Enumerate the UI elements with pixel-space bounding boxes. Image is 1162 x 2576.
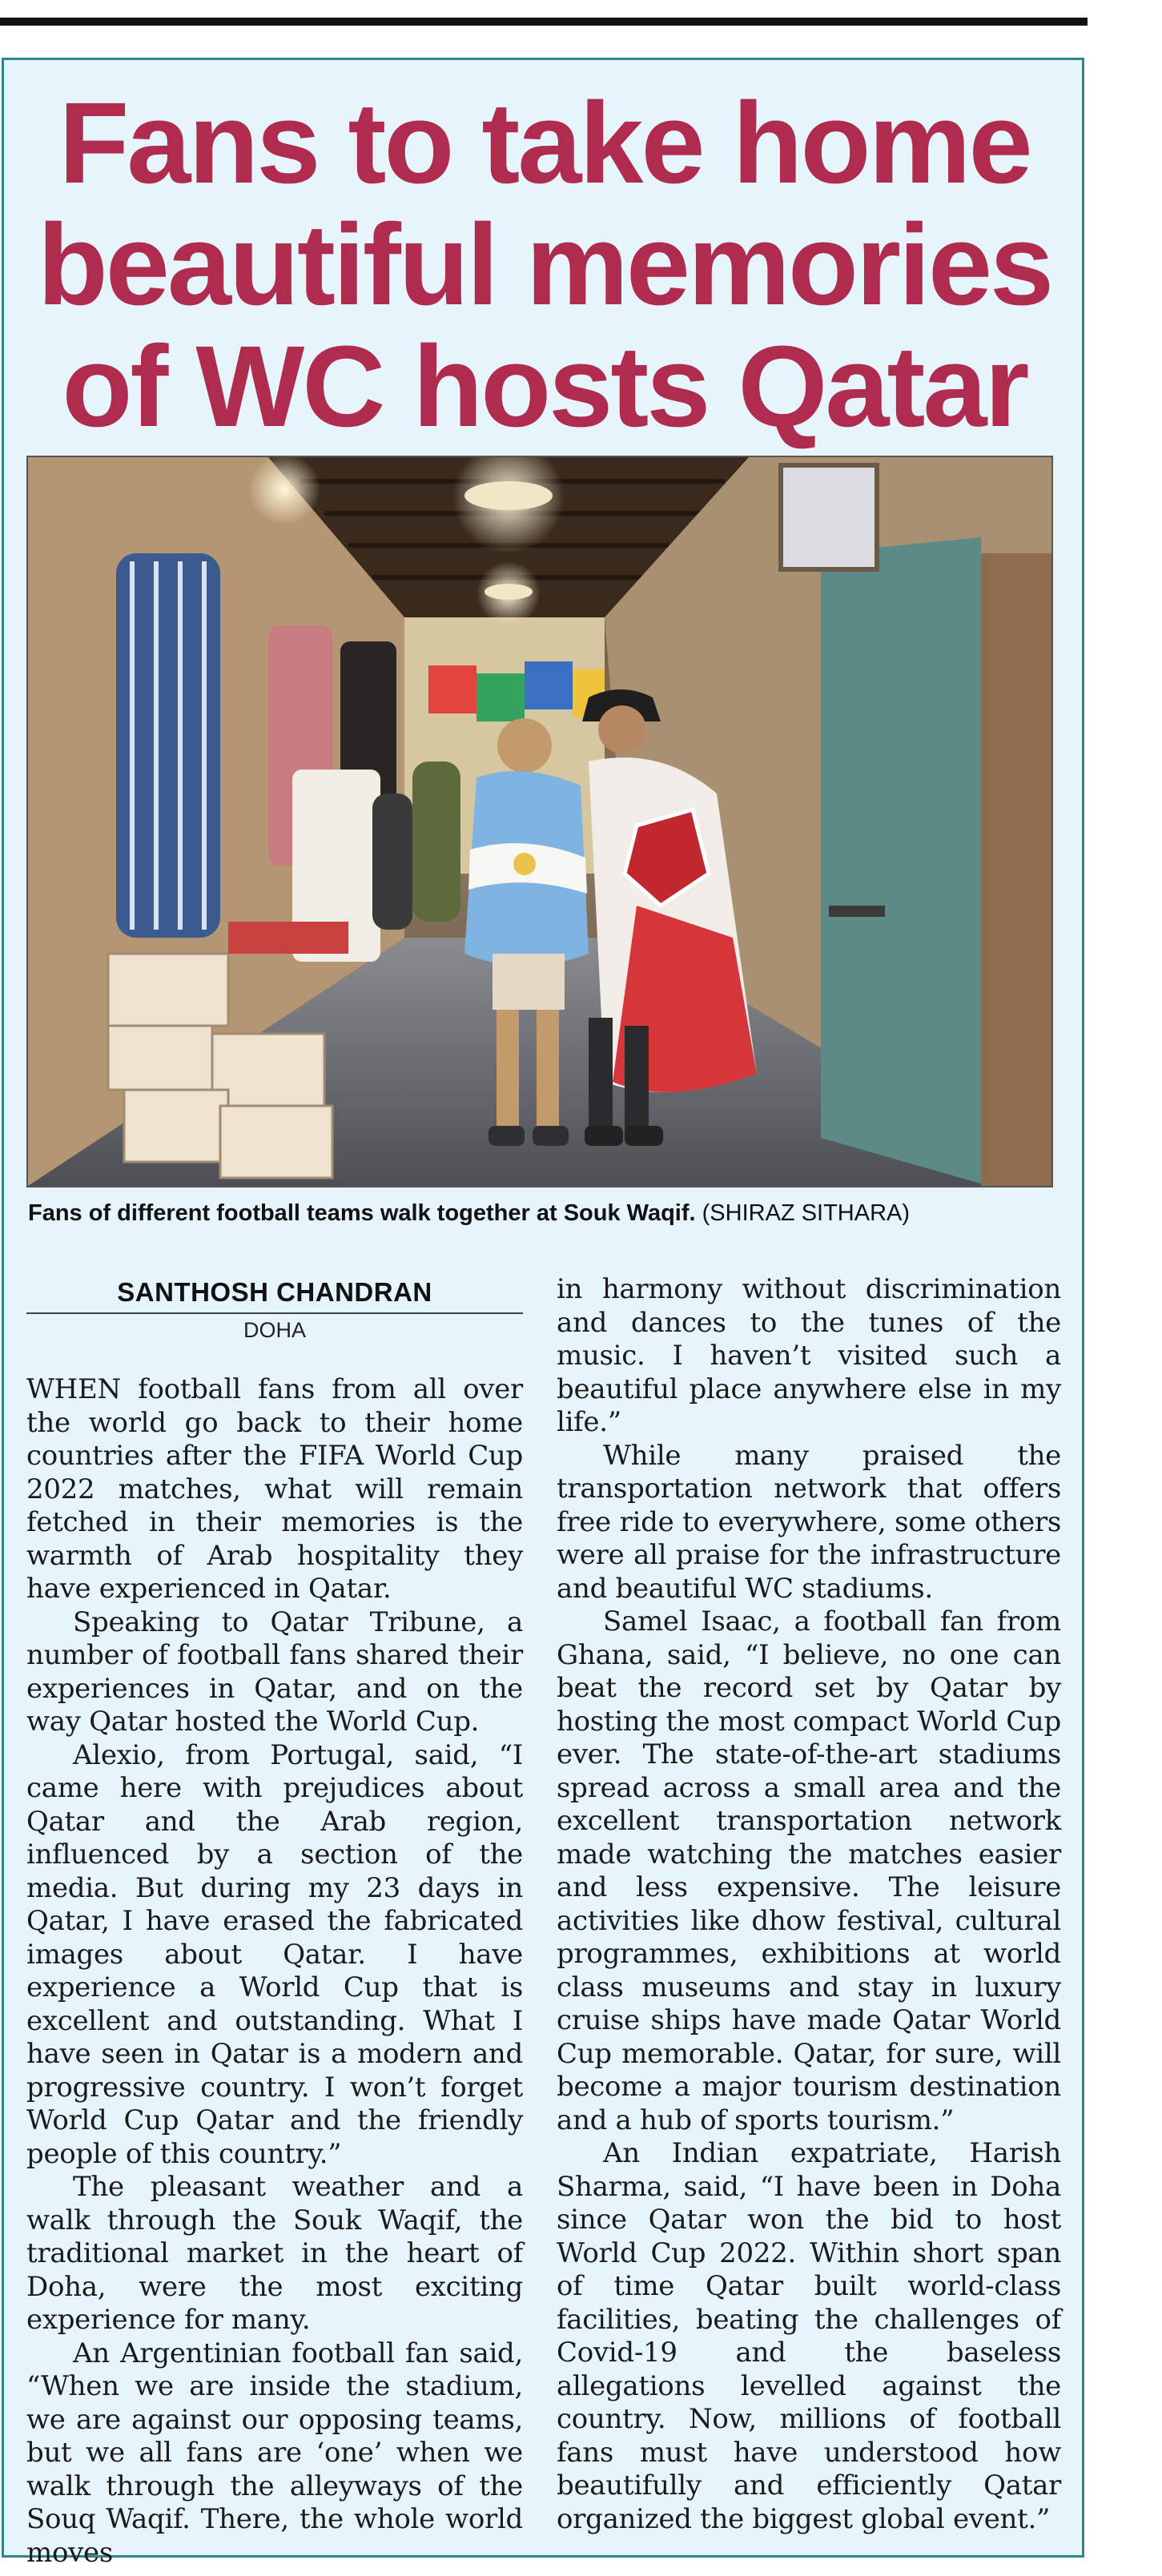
paragraph: WHEN football fans from all over the world go back to their home countries after the FIFA World Cup 2022 matches, what will remain fetched in their memories is the warmth of Arab hospitality they have experienced in Qatar. — [26, 1373, 523, 1605]
article-column-right — [557, 1273, 1061, 2536]
paragraph: Speaking to Qatar Tribune, a number of football fans shared their experiences in Qatar, and on the way Qatar hosted the World Cup. — [26, 1605, 523, 1738]
paragraph: While many praised the transportation network that offers free ride to everywhere, some others were all praise for the infrastructure and beautiful WC stadiums. — [557, 1439, 1061, 1605]
paragraph: An Argentinian football fan said, “When we are inside the stadium, we are against our opposing teams, but we all fans are ‘one’ when we walk through the alleyways of the Souq Waqif. There, the whole world moves — [26, 2337, 523, 2569]
photo-credit: (SHIRAZ SITHARA) — [702, 1200, 911, 1226]
headline: Fans to take home beautiful memories of WC hosts Qatar — [37, 78, 1052, 451]
article-column-left — [26, 1373, 523, 2570]
paragraph: The pleasant weather and a walk through the Souk Waqif, the traditional market in the heart of Doha, were the most exciting experience for many. — [26, 2171, 523, 2336]
byline — [26, 1276, 523, 1346]
paragraph: Alexio, from Portugal, said, “I came here with prejudices about Qatar and the Arab region, influenced by a section of the media. But during my 23 days in Qatar, I have erased the fabricated images about Qatar. I have experience a World Cup that is excellent and outstanding. What I have seen in Qatar is a modern and progressive country. I won’t forget World Cup Qatar and the friendly people of this country.” — [26, 1738, 523, 2170]
author-name: SANTHOSH CHANDRAN — [26, 1276, 523, 1314]
top-rule — [0, 18, 1088, 26]
article-photo — [26, 456, 1053, 1188]
paragraph: Samel Isaac, a football fan from Ghana, said, “I believe, no one can beat the record set by Qatar by hosting the most compact World Cup ever. The state-of-the-art stadiums spread across a small area and the excellent transportation network made watching the matches easier and less expensive. The leisure activities like dhow festival, cultural programmes, exhibitions at world class museums and stay in luxury cruise ships have made Qatar World Cup memorable. Qatar, for sure, will become a major tourism destination and a hub of sports tourism.” — [557, 1605, 1061, 2136]
dateline: DOHA — [243, 1318, 306, 1342]
paragraph: in harmony without discrimination and dances to the tunes of the music. I haven’t visited such a beautiful place anywhere else in my life.” — [557, 1273, 1061, 1438]
caption-text: Fans of different football teams walk together at Souk Waqif. — [28, 1200, 696, 1226]
photo-caption — [28, 1199, 1061, 1228]
article-box — [2, 58, 1084, 2569]
paragraph: An Indian expatriate, Harish Sharma, said, “I have been in Doha since Qatar won the bid to host World Cup 2022. Within short span of time Qatar built world-class facilities, beating the challenges of Covid-19 and the baseless allegations levelled against the country. Now, millions of football fans must have understood how beautifully and efficiently Qatar organized the biggest global event.” — [557, 2137, 1061, 2535]
